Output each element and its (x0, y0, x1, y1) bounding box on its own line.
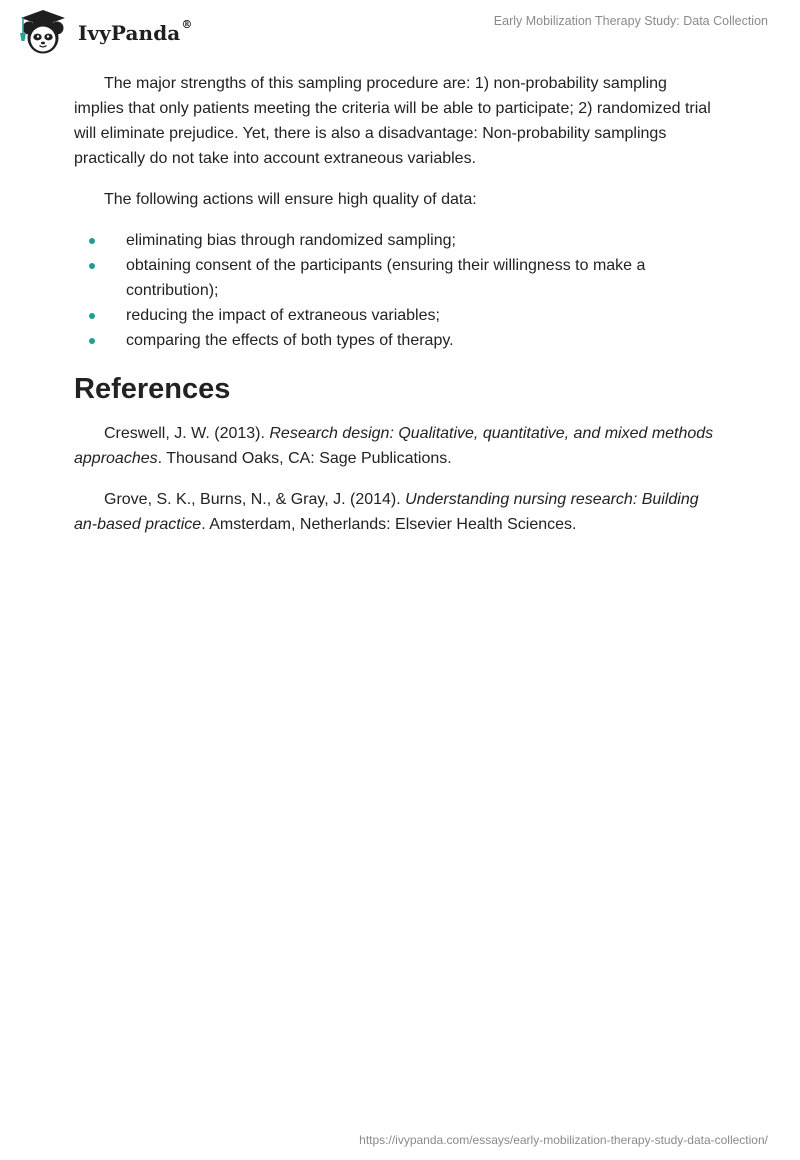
list-item: eliminating bias through randomized sampling; (74, 228, 714, 253)
source-url[interactable]: https://ivypanda.com/essays/early-mobilization-therapy-study-data-collection/ (359, 1133, 768, 1147)
bullet-icon (89, 313, 95, 319)
paragraph-strengths: The major strengths of this sampling procedure are: 1) non-probability sampling implies that only patients meeting the criteria will be able to participate; 2) randomized trial will eliminate prejudice. Yet, there is also a disadvantage: Non-probability samplings practically do not take into account extraneous variables. (74, 75, 711, 167)
essay-content (74, 71, 714, 553)
references-heading: References (74, 373, 231, 405)
list-item: comparing the effects of both types of therapy. (74, 328, 714, 353)
reference-item: Grove, S. K., Burns, N., & Gray, J. (2014). Understanding nursing research: Building an-based practice. Amsterdam, Netherlands: Elsevier Health Sciences. (74, 491, 699, 533)
logo[interactable] (14, 8, 192, 56)
reference-item: Creswell, J. W. (2013). Research design: Qualitative, quantitative, and mixed methods approaches. Thousand Oaks, CA: Sage Publications. (74, 425, 714, 467)
list-item: reducing the impact of extraneous variables; (74, 303, 714, 328)
bullet-icon (89, 263, 95, 269)
panda-graduate-icon (14, 8, 72, 56)
document-title: Early Mobilization Therapy Study: Data Collection (493, 14, 768, 28)
bullet-icon (89, 238, 95, 244)
brand-name: IvyPanda® (78, 18, 193, 45)
list-item: obtaining consent of the participants (ensuring their willingness to make a contribution); (74, 253, 714, 303)
page-header (0, 0, 800, 64)
paragraph-actions-intro: The following actions will ensure high quality of data: (104, 191, 477, 208)
reference-title: Understanding nursing research: Building an-based practice (74, 491, 699, 533)
bullet-icon (89, 338, 95, 344)
registered-mark: ® (181, 18, 193, 32)
reference-title: Research design: Qualitative, quantitative, and mixed methods approaches (74, 425, 714, 467)
actions-list (74, 228, 714, 353)
